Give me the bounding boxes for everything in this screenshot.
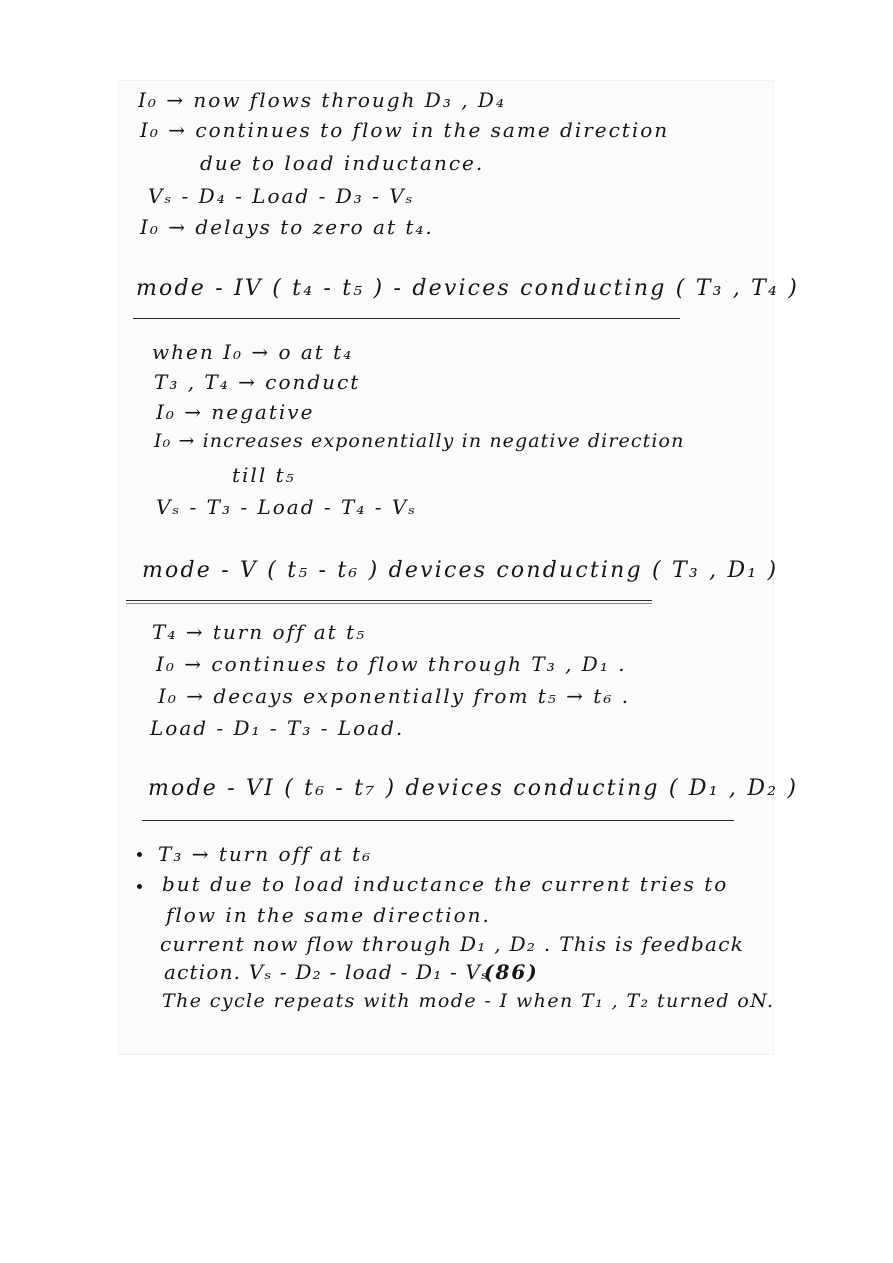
mode-vi-line-flow-same: flow in the same direction. <box>166 903 491 927</box>
mode-vi-line-but-due: but due to load inductance the current tries to <box>162 872 729 896</box>
mode-iv-line-path: Vₛ - T₃ - Load - T₄ - Vₛ <box>156 495 418 519</box>
mode-iv-underline <box>133 318 680 319</box>
mode-vi-line-turn-off: T₃ → turn off at t₆ <box>158 842 373 866</box>
mode-v-line-turn-off: T₄ → turn off at t₅ <box>152 620 367 644</box>
mode-v-heading: mode - V ( t₅ - t₆ ) devices conducting ( T₃ , D₁ ) <box>142 558 779 583</box>
mode-iv-line-increases: I₀ → increases exponentially in negative direction <box>154 430 685 452</box>
mode-vi-line-action: action. Vₛ - D₂ - load - D₁ - Vₛ <box>164 960 490 984</box>
mode-v-line-continues: I₀ → continues to flow through T₃ , D₁ . <box>156 652 627 676</box>
mode-iv-line-till: till t₅ <box>232 463 296 487</box>
bullet-2 <box>137 884 142 889</box>
mode-iv-heading: mode - IV ( t₄ - t₅ ) - devices conducting ( T₃ , T₄ ) <box>136 276 800 301</box>
page-number: (86) <box>484 960 539 984</box>
mode-vi-underline <box>142 820 734 821</box>
mode-vi-heading: mode - VI ( t₆ - t₇ ) devices conducting ( D₁ , D₂ ) <box>148 776 799 801</box>
mode-v-underline <box>126 600 652 604</box>
note-line-io-delays: I₀ → delays to zero at t₄. <box>140 215 434 239</box>
note-line-load-inductance: due to load inductance. <box>200 151 485 175</box>
mode-v-line-decays: I₀ → decays exponentially from t₅ → t₆ . <box>158 684 631 708</box>
note-line-path-vs-d4: Vₛ - D₄ - Load - D₃ - Vₛ <box>148 184 415 208</box>
note-line-io-continues: I₀ → continues to flow in the same direction <box>140 118 670 142</box>
mode-iv-line-conduct: T₃ , T₄ → conduct <box>154 370 361 394</box>
bullet-1 <box>137 852 142 857</box>
mode-vi-line-current-now: current now flow through D₁ , D₂ . This is feedback <box>160 932 745 956</box>
mode-iv-line-negative: I₀ → negative <box>156 400 315 424</box>
note-line-io-flows: I₀ → now flows through D₃ , D₄ <box>138 88 506 112</box>
mode-vi-line-cycle-repeats: The cycle repeats with mode - I when T₁ , T₂ turned oN. <box>162 990 775 1012</box>
mode-iv-line-when: when I₀ → o at t₄ <box>152 340 354 364</box>
mode-v-line-path: Load - D₁ - T₃ - Load. <box>150 716 405 740</box>
